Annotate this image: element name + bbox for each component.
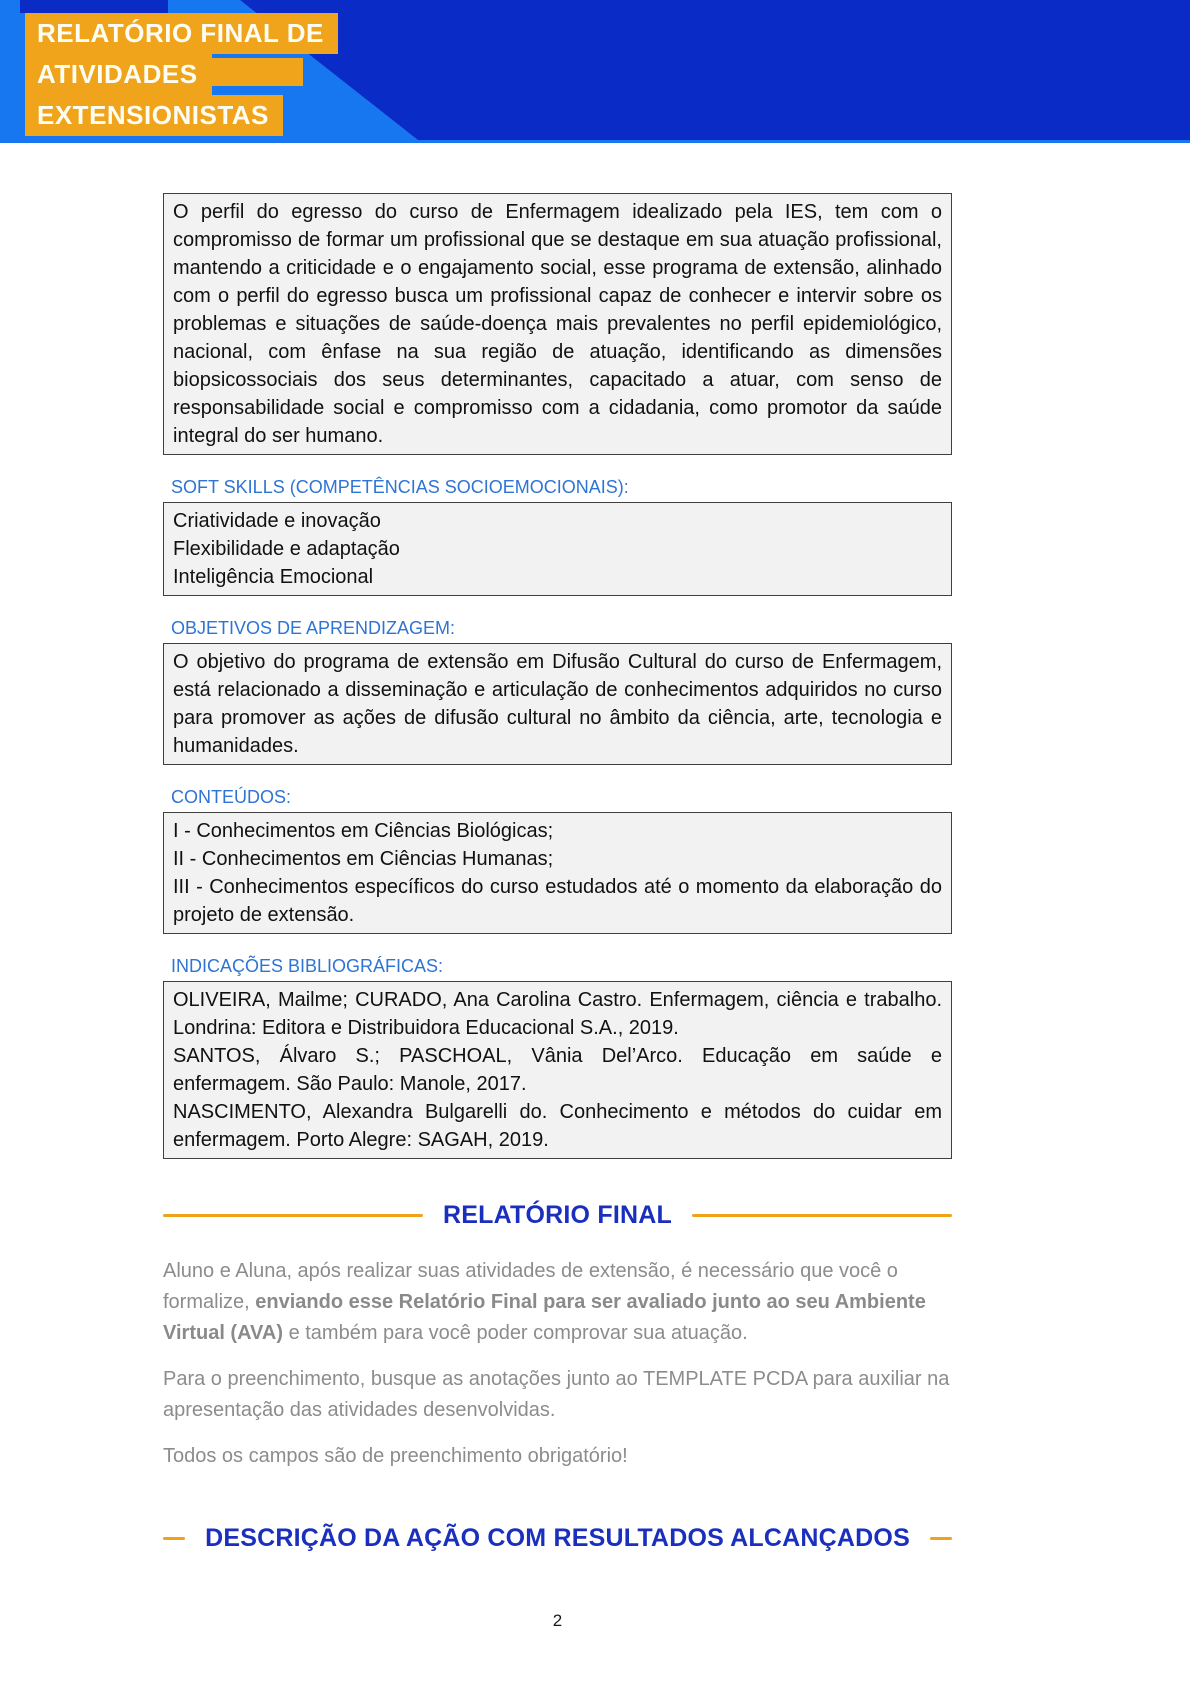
relatorio-final-title: RELATÓRIO FINAL	[443, 1201, 672, 1229]
list-item: Flexibilidade e adaptação	[173, 538, 400, 560]
instructions-paragraph-1	[163, 1256, 952, 1349]
banner-title-line-2: ATIVIDADES	[25, 54, 212, 95]
instructions	[163, 1256, 952, 1472]
objetivos-box	[163, 643, 952, 765]
list-item: Criatividade e inovação	[173, 510, 381, 532]
list-item: SANTOS, Álvaro S.; PASCHOAL, Vânia Del’Arco. Educação em saúde e enfermagem. São Paulo: Manole, 2017.	[173, 1045, 942, 1095]
instructions-paragraph-3: Todos os campos são de preenchimento obrigatório!	[163, 1445, 628, 1467]
banner-title-line-1: RELATÓRIO FINAL DE	[25, 13, 338, 54]
bibliografia-heading: INDICAÇÕES BIBLIOGRÁFICAS:	[171, 956, 444, 976]
list-item: III - Conhecimentos específicos do curso estudados até o momento da elaboração do projeto de extensão.	[173, 876, 942, 926]
egress-profile-box	[163, 193, 952, 455]
objetivos-text: O objetivo do programa de extensão em Difusão Cultural do curso de Enfermagem, está relacionado a disseminação e articulação de conhecimentos adquiridos no curso para promover as ações de difusão cultural no âmbito da ciência, arte, tecnologia e humanidades.	[173, 651, 942, 757]
banner-dark-strip	[20, 0, 168, 13]
divider-line-right	[930, 1537, 952, 1540]
banner-title	[25, 13, 338, 136]
egress-profile-text: O perfil do egresso do curso de Enfermagem idealizado pela IES, tem com o compromisso de formar um profissional que se destaque em sua atuação profissional, mantendo a criticidade e o engajamento social, esse programa de extensão, alinhado com o perfil do egresso busca um profissional capaz de conhecer e intervir sobre os problemas e situações de saúde-doença mais prevalentes no perfil epidemiológico, nacional, com ênfase na sua região de atuação, identificando as dimensões biopsicossociais dos seus determinantes, capacitado a atuar, com senso de responsabilidade social e compromisso com a cidadania, como promotor da saúde integral do ser humano.	[173, 201, 942, 447]
divider-line-left	[163, 1214, 423, 1217]
instructions-p1-bold: enviando esse Relatório Final para ser avaliado junto ao seu Ambiente Virtual (AVA)	[163, 1291, 926, 1344]
banner-title-line-3: EXTENSIONISTAS	[25, 95, 283, 136]
objetivos-heading: OBJETIVOS DE APRENDIZAGEM:	[171, 618, 456, 638]
content-column	[163, 193, 952, 1631]
divider-line-right	[692, 1214, 952, 1217]
page-number: 2	[552, 1611, 563, 1630]
list-item: OLIVEIRA, Mailme; CURADO, Ana Carolina Castro. Enfermagem, ciência e trabalho. Londrina: Editora e Distribuidora Educacional S.A., 2019.	[173, 989, 942, 1039]
instructions-p1-pre: Aluno e Aluna, após realizar suas atividades de extensão, é necessário que você o formalize,	[163, 1260, 898, 1313]
instructions-p1-post: e também para você poder comprovar sua atuação.	[283, 1322, 748, 1344]
conteudos-box	[163, 812, 952, 934]
list-item: Inteligência Emocional	[173, 566, 374, 588]
relatorio-final-divider	[163, 1201, 952, 1230]
header-banner	[0, 0, 1190, 143]
soft-skills-box	[163, 502, 952, 596]
divider-line-left	[163, 1537, 185, 1540]
instructions-paragraph-2: Para o preenchimento, busque as anotações junto ao TEMPLATE PCDA para auxiliar na apresentação das atividades desenvolvidas.	[163, 1368, 950, 1421]
soft-skills-heading: SOFT SKILLS (COMPETÊNCIAS SOCIOEMOCIONAIS):	[171, 477, 629, 497]
descricao-divider	[163, 1524, 952, 1553]
conteudos-heading: CONTEÚDOS:	[171, 787, 292, 807]
list-item: I - Conhecimentos em Ciências Biológicas;	[173, 820, 554, 842]
list-item: II - Conhecimentos em Ciências Humanas;	[173, 848, 554, 870]
list-item: NASCIMENTO, Alexandra Bulgarelli do. Conhecimento e métodos do cuidar em enfermagem. Porto Alegre: SAGAH, 2019.	[173, 1101, 942, 1151]
bibliografia-box	[163, 981, 952, 1159]
descricao-title: DESCRIÇÃO DA AÇÃO COM RESULTADOS ALCANÇADOS	[205, 1524, 910, 1552]
